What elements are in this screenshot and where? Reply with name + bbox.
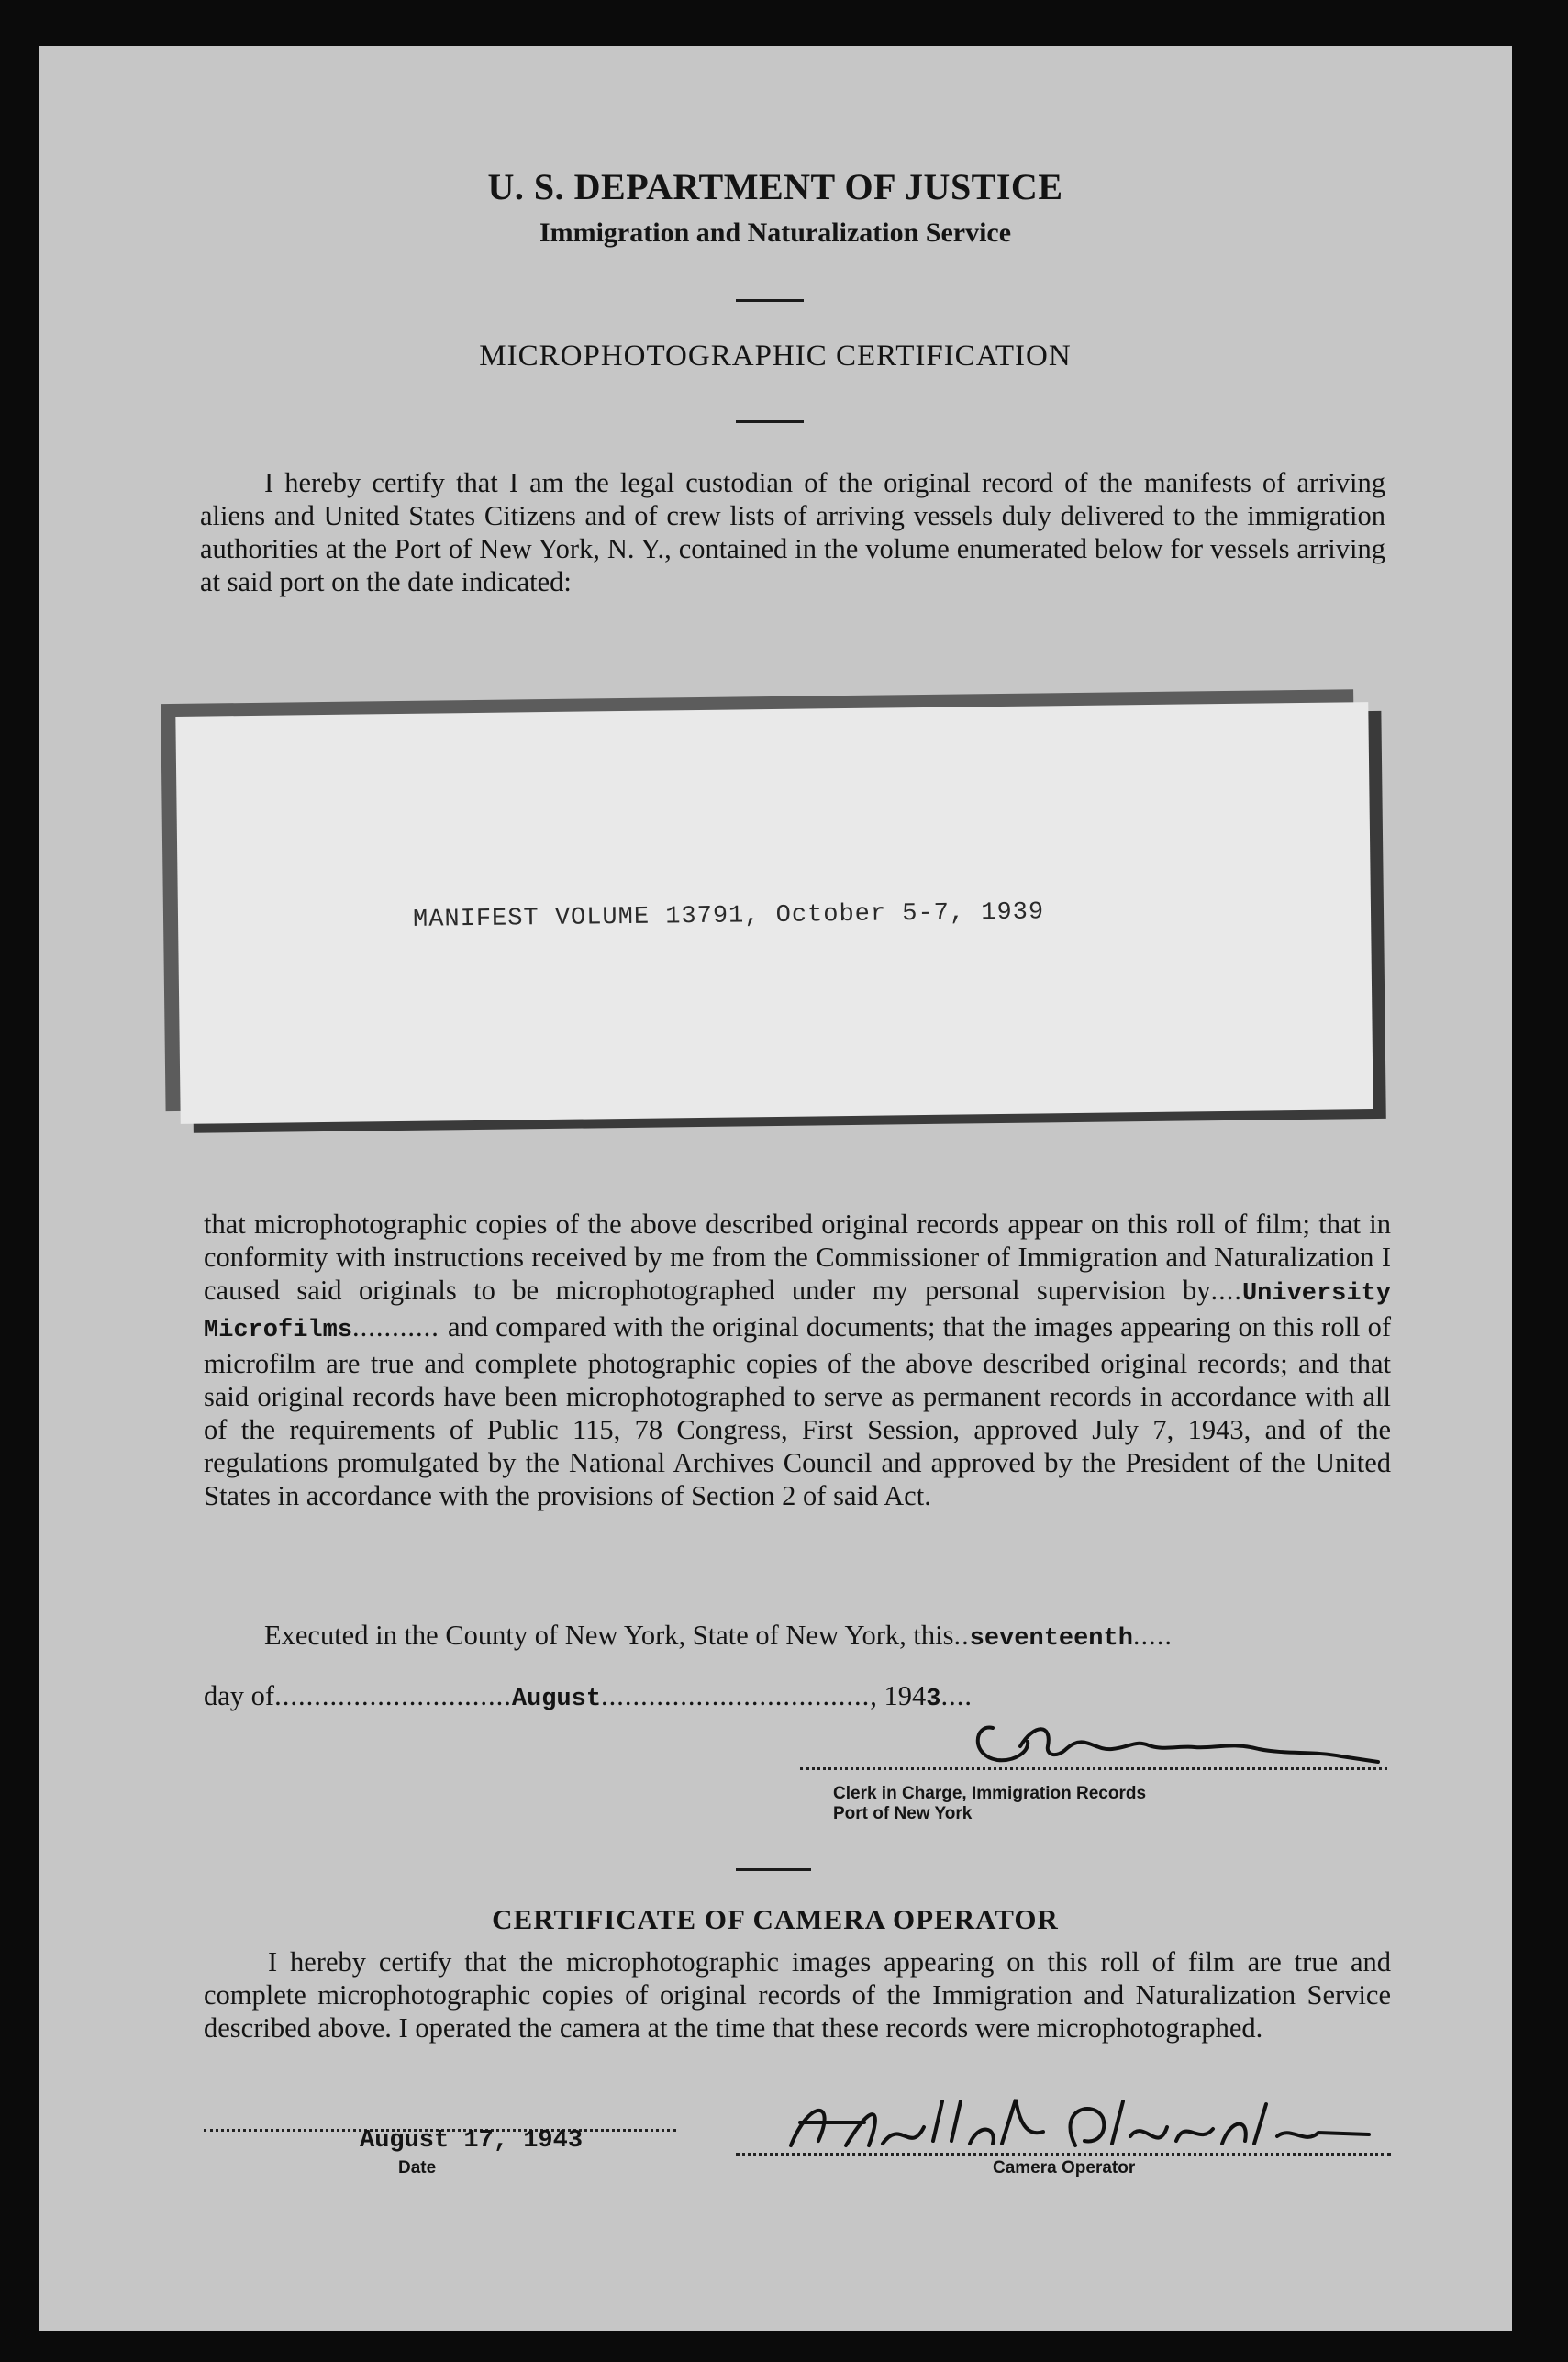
camera-certificate-text: I hereby certify that the microphotographic images appearing on this roll of film are true and complete microphotographic copies of original records of the Immigration and Naturalization Service described above. I operated the camera at the time that these records were microphotographed.	[204, 1946, 1391, 2044]
executed-line	[264, 1620, 1173, 1653]
clerk-caption-line1: Clerk in Charge, Immigration Records	[833, 1784, 1147, 1803]
dot-leader: ..............................	[274, 1680, 512, 1711]
dot-leader: ....	[1210, 1275, 1242, 1306]
body-paragraph	[204, 1208, 1391, 1512]
divider-bottom	[736, 1868, 811, 1871]
operator-signature	[782, 2090, 1387, 2162]
camera-operator-label: Camera Operator	[993, 2158, 1136, 2178]
year-prefix: , 194	[870, 1680, 927, 1711]
dot-leader: .....	[1132, 1620, 1173, 1651]
intro-paragraph: I hereby certify that I am the legal custodian of the original record of the manifests of arriving aliens and United States Citizens and of crew lists of arriving vessels duly delivered to the immigration authorities at the Port of New York, N. Y., contained in the volume enumerated below for vessels arriving at said port on the date indicated:	[200, 467, 1385, 597]
clerk-signature-line	[800, 1767, 1387, 1770]
executed-day: seventeenth	[969, 1625, 1133, 1653]
operator-date: August 17, 1943	[360, 2127, 584, 2155]
dot-leader: ..	[953, 1620, 970, 1651]
service-subheading: Immigration and Naturalization Service	[539, 217, 1012, 248]
document-page	[39, 46, 1512, 2331]
dot-leader: ....	[940, 1680, 973, 1711]
clerk-caption-line2: Port of New York	[833, 1804, 973, 1823]
department-heading: U. S. DEPARTMENT OF JUSTICE	[487, 166, 1063, 207]
operator-date-label: Date	[398, 2158, 437, 2178]
supervisor-name: University Microfilms	[204, 1280, 1391, 1344]
camera-certificate-title: CERTIFICATE OF CAMERA OPERATOR	[492, 1903, 1059, 1935]
dot-leader: ...........	[352, 1311, 448, 1343]
year-digit: 3	[926, 1686, 941, 1713]
divider-top	[736, 299, 804, 302]
dot-leader: ..................................	[601, 1680, 871, 1711]
operator-signature-line	[736, 2153, 1391, 2156]
clerk-caption	[833, 1784, 1146, 1824]
body-text-part1: that microphotographic copies of the above described original records appear on this roll of film; that in conformity with instructions received by me from the Commissioner of Immigration and Naturalization I caused said originals to be microphotographed under my personal supervision by	[204, 1209, 1391, 1306]
executed-prefix: Executed in the County of New York, State of New York, this	[264, 1620, 954, 1651]
manifest-slip	[175, 702, 1373, 1124]
manifest-volume-text: MANIFEST VOLUME 13791, October 5-7, 1939	[412, 898, 1045, 934]
certification-title: MICROPHOTOGRAPHIC CERTIFICATION	[479, 340, 1072, 373]
divider-mid	[736, 420, 804, 423]
executed-month: August	[511, 1686, 602, 1713]
date-line	[204, 1680, 973, 1713]
day-of-label: day of	[204, 1680, 275, 1711]
body-text-part2: and compared with the original documents; that the images appearing on this roll of microfilm are true and complete photographic copies of the above described original records; and that said original records have been microphotographed to serve as permanent records in accordance with all of the requirements of Public 115, 78 Congress, First Session, approved July 7, 1943, and of the regulations promulgated by the National Archives Council and approved by the President of the United States in accordance with the provisions of Section 2 of said Act.	[204, 1311, 1391, 1511]
